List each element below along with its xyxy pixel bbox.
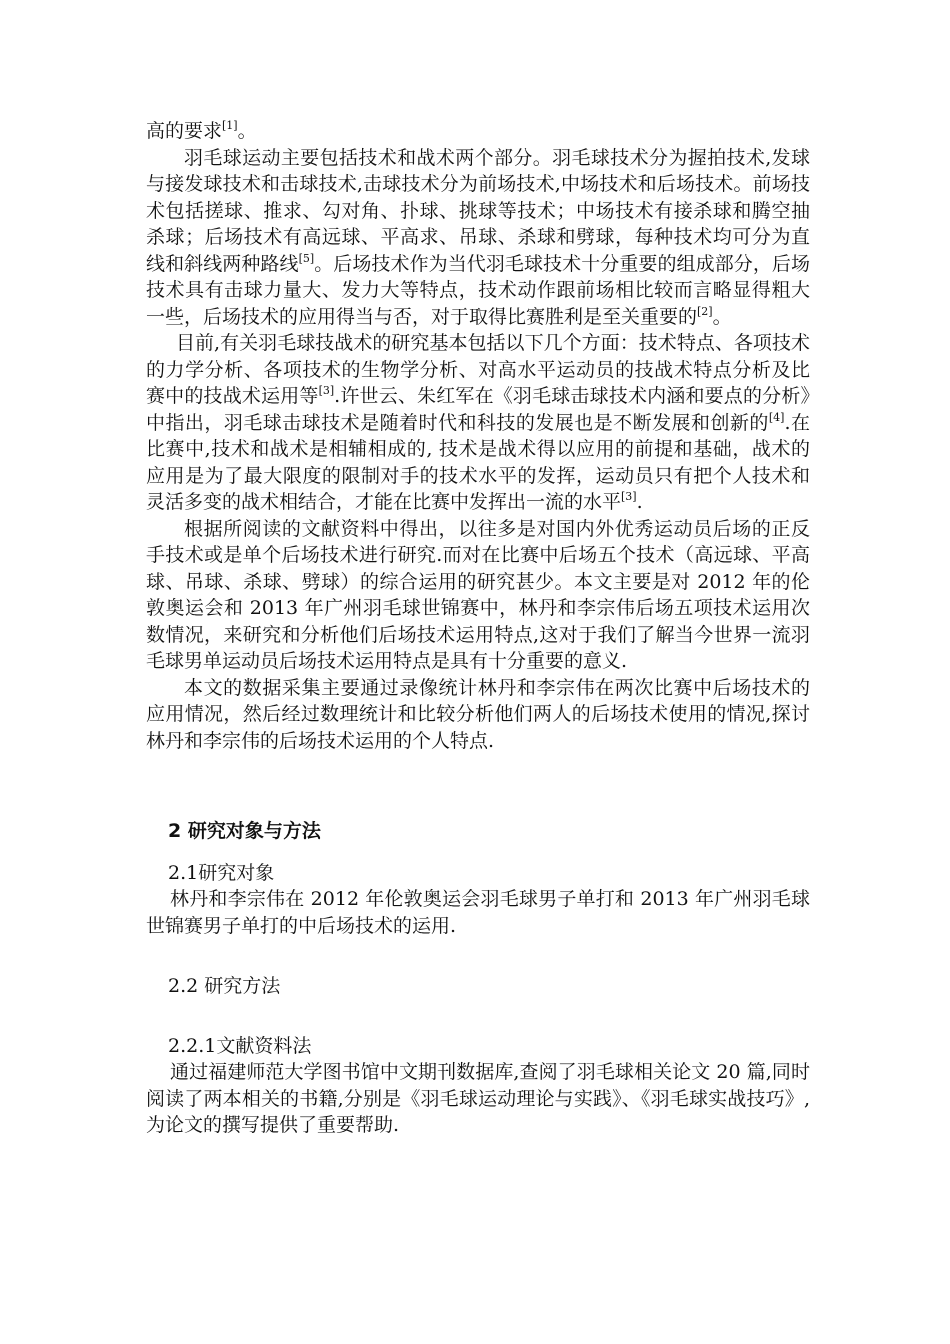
- paragraph-research-object: 林丹和李宗伟在 2012 年伦敦奥运会羽毛球男子单打和 2013 年广州羽毛球世锦赛男子单打的中后场技术的运用.: [146, 888, 810, 937]
- spacer: [146, 844, 810, 860]
- paragraph-data-collection: 本文的数据采集主要通过录像统计林丹和李宗伟在两次比赛中后场技术的应用情况，然后经过数理统计和比较分析他们两人的后场技术使用的情况,探讨林丹和李宗伟的后场技术运用的个人特点.: [146, 676, 810, 752]
- citation-ref: [3]: [318, 384, 335, 397]
- paragraph-study-purpose: 根据所阅读的文献资料中得出，以往多是对国内外优秀运动员后场的正反手技术或是单个后场技术进行研究.而对在比赛中后场五个技术（高远球、平高球、吊球、杀球、劈球）的综合运用的研究甚少。本文主要是对 2012 年的伦敦奥运会和 2013 年广州羽毛球世锦赛中，林丹和李宗伟后场五项技术运用次数情况，来研究和分析他们后场技术运用特点,这对于我们了解当今世界一流羽毛球男单运动员后场技术运用特点是具有十分重要的意义.: [146, 517, 810, 672]
- citation-ref: [1]: [222, 119, 238, 132]
- paragraph-text: 。: [712, 305, 732, 328]
- spacer: [146, 999, 810, 1033]
- paragraph-research-status: [146, 330, 810, 516]
- subsection-heading: 2.2 研究方法: [168, 975, 281, 997]
- citation-ref: [2]: [697, 304, 713, 318]
- paragraph-text: .在比赛中,技术和战术是相辅相成的, 技术是战术得以应用的前提和基础，战术的应用是为了最大限度的限制对手的技术水平的发挥，运动员只有把个人技术和灵活多变的战术相结合，才能在比赛中发挥出一流的水平: [146, 411, 810, 513]
- spacer: [146, 939, 810, 973]
- paragraph-text: 。: [237, 120, 257, 142]
- paragraph-text: 目前,有关羽毛球技战术的研究基本包括以下几个方面：技术特点、各项技术的力学分析、各项技术的生物学分析、对高水平运动员的技战术特点分析及比赛中的技战术运用等: [146, 332, 810, 407]
- paragraph-text: .许世云、朱红军在《羽毛球击球技术内涵和要点的分析》中指出，羽毛球击球技术是随着时代和科技的发展也是不断发展和创新的: [146, 385, 810, 434]
- paragraph-text: 高的要求: [146, 120, 223, 142]
- subsection-heading: 2.1研究对象: [168, 862, 275, 884]
- paragraph-text: .: [636, 491, 643, 513]
- paragraph-text: 羽毛球运动主要包括技术和战术两个部分。羽毛球技术分为握拍技术,发球与接发球技术和击球技术,击球技术分为前场技术,中场技术和后场技术。前场技术包括搓球、推求、勾对角、扑球、挑球等技术；中场技术有接杀球和腾空抽杀球；后场技术有高远球、平高求、吊球、杀球和劈球，每种技术均可分为直线和斜线两种路线: [146, 146, 810, 275]
- citation-ref: [4]: [768, 410, 785, 424]
- paragraph-continuation: [146, 118, 810, 145]
- citation-ref: [5]: [298, 251, 315, 265]
- paragraph-literature-method: 通过福建师范大学图书馆中文期刊数据库,查阅了羽毛球相关论文 20 篇,同时阅读了两本相关的书籍,分别是《羽毛球运动理论与实践》、《羽毛球实战技巧》,为论文的撰写提供了重要帮助.: [146, 1061, 810, 1136]
- section-heading: 2 研究对象与方法: [168, 820, 321, 842]
- subsection-heading: 2.2.1文献资料法: [168, 1035, 312, 1057]
- citation-ref: [3]: [621, 490, 637, 503]
- paragraph-text: 。后场技术作为当代羽毛球技术十分重要的组成部分，后场技术具有击球力量大、发力大等特点，技术动作跟前场相比较而言略显得粗大一些，后场技术的应用得当与否，对于取得比赛胜利是至关重要的: [146, 252, 810, 328]
- paragraph-techniques: [146, 145, 810, 331]
